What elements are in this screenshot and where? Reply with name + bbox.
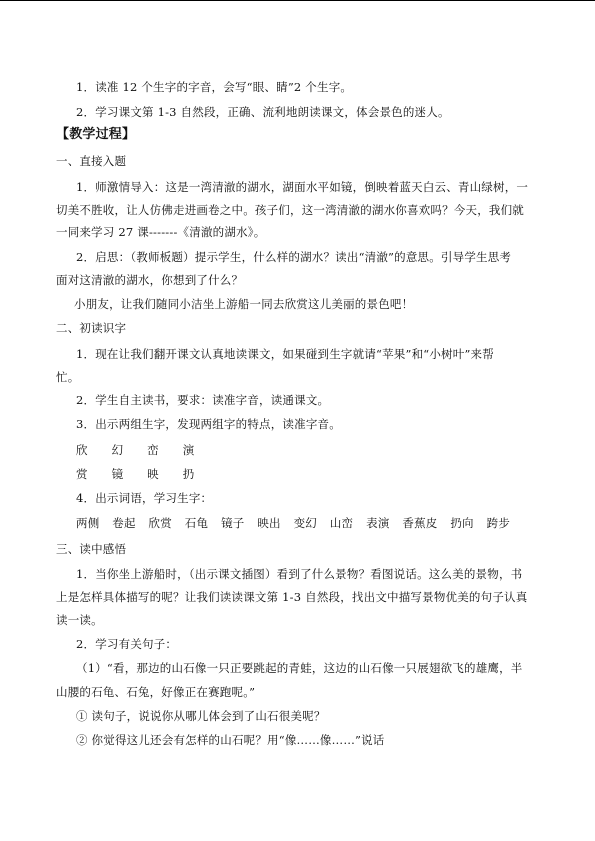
char-item: 扔 (182, 467, 195, 481)
vocab-word: 扔向 (450, 516, 474, 530)
task-2: ② 你觉得这儿还会有怎样的山石呢？用“像……像……”说话 (76, 733, 385, 747)
vocab-word: 表演 (366, 516, 390, 530)
section1-p2-line2: 面对这清澈的湖水，你想到了什么？ (56, 273, 244, 287)
section1-p1-line2: 切美不胜收，让人仿佛走进画卷之中。孩子们，这一湾清澈的湖水你喜欢吗？今天，我们就 (56, 203, 524, 217)
goal-2: 2．学习课文第 1-3 自然段，正确、流利地朗读课文，体会景色的迷人。 (76, 105, 450, 119)
vocab-word: 两侧 (76, 516, 100, 530)
goal-1: 1．读准 12 个生字的字音，会写“眼、睛”2 个生字。 (76, 80, 353, 94)
process-heading: 【教学过程】 (56, 127, 136, 142)
section1-title: 一、直接入题 (56, 154, 127, 168)
char-item: 演 (182, 443, 195, 457)
vocab-word: 石龟 (184, 516, 209, 530)
section2-p1-line1: 1．现在让我们翻开课文认真地读课文，如果碰到生字就请“苹果”和“小树叶”来帮 (76, 347, 494, 361)
vocab-word: 变幻 (293, 516, 317, 530)
vocab-word: 山峦 (329, 516, 354, 530)
section2-p1-line2: 忙。 (56, 370, 80, 384)
section3-title: 三、读中感悟 (56, 542, 127, 556)
char-group-2 (76, 467, 214, 481)
char-group-1 (76, 443, 214, 457)
quote-1-line1: （1）“看，那边的山石像一只正要跳起的青蛙，这边的山石像一只展翅欲飞的雄鹰，半 (76, 661, 523, 675)
section1-p3: 小朋友，让我们随同小洁坐上游船一同去欣赏这儿美丽的景色吧！ (74, 297, 414, 311)
section1-p1-line3: 一同来学习 27 课-------《清澈的湖水》。 (56, 225, 266, 239)
char-item: 映 (147, 467, 159, 481)
vocab-word: 香蕉皮 (402, 516, 438, 530)
section3-p1-line2: 上是怎样具体描写的呢？让我们读读课文第 1-3 自然段，找出文中描写景物优美的句子认真 (56, 590, 528, 604)
section2-p4: 4．出示词语，学习生字： (76, 491, 213, 505)
section1-p1-line1: 1．师激情导入：这是一湾清澈的湖水，湖面水平如镜，倒映着蓝天白云、青山绿树，一 (76, 180, 529, 194)
section1-p2-line1: 2．启思：（教师板题）提示学生，什么样的湖水？读出“清澈”的意思。引导学生思考 (76, 250, 512, 264)
task-1: ① 读句子，说说你从哪儿体会到了山石很美呢？ (76, 709, 326, 723)
page-top-border (0, 0, 595, 1)
char-item: 欣 (76, 443, 88, 457)
section2-p2: 2．学生自主读书，要求：读准字音，读通课文。 (76, 393, 330, 407)
char-item: 幻 (111, 443, 124, 457)
vocab-list (76, 516, 519, 530)
section3-p1-line1: 1．当你坐上游船时，（出示课文插图）看到了什么景物？看图说话。这么美的景物，书 (76, 567, 523, 581)
section2-p3: 3．出示两组生字，发现两组字的特点，读准字音。 (76, 417, 341, 431)
vocab-word: 卷起 (112, 516, 136, 530)
char-item: 峦 (147, 443, 159, 457)
vocab-word: 跨步 (486, 516, 511, 530)
vocab-word: 映出 (257, 516, 281, 530)
char-item: 赏 (76, 467, 88, 481)
quote-1-line2: 山腰的石龟、石兔，好像正在赛跑呢。” (56, 685, 256, 699)
vocab-word: 欣赏 (148, 516, 172, 530)
section3-p1-line3: 读一读。 (56, 613, 103, 627)
char-item: 镜 (111, 467, 124, 481)
section2-title: 二、初读识字 (56, 321, 127, 335)
section3-p2: 2．学习有关句子： (76, 637, 178, 651)
vocab-word: 镜子 (221, 516, 245, 530)
